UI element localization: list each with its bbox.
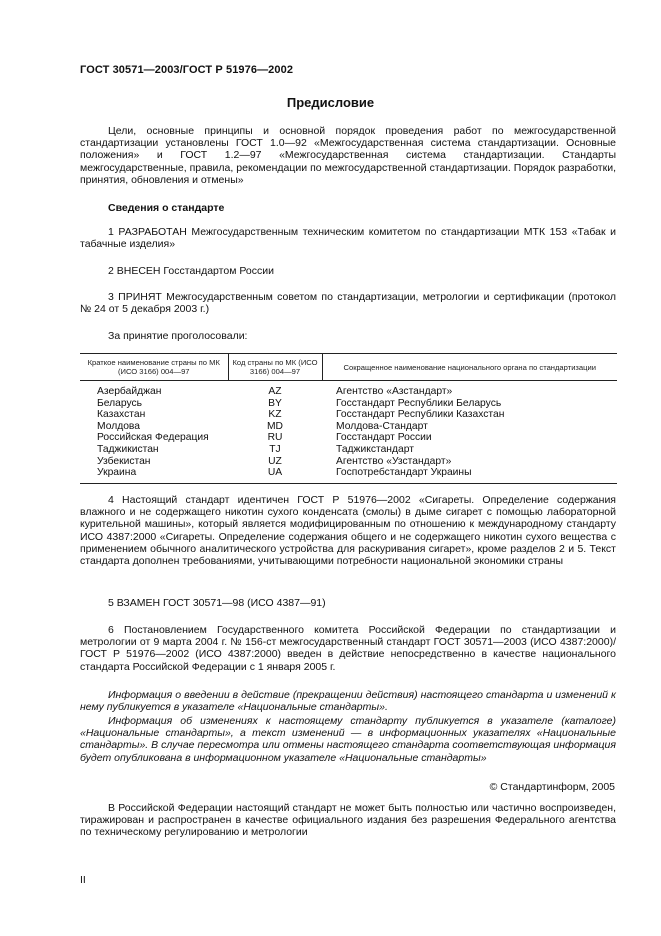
code-cell: AZ [268,386,282,397]
page-number: II [80,874,86,886]
country-cell: Молдова [97,420,141,432]
table-row [80,398,617,410]
copyright: © Стандартинформ, 2005 [489,781,615,793]
table-header-country: Краткое наименование страны по МК (ИСО 3166) 004—97 [80,354,228,381]
item-4-paragraph: 4 Настоящий стандарт идентичен ГОСТ Р 51976—2002 «Сигареты. Определение содержания влажного и не содержащего никотин сухого конденсата (смолы) в дыме сигарет с помощью лабораторной курительной машины», который является модифицированным по отношению к международному стандарту ИСО 4387:2000 «Сигареты. Определение содержания общего и не содержащего никотин сухого вещества с применением обычного аналитического устройства для раскуривания сигарет», кроме разделов 2 и 5. Текст стандарта дополнен требованиями, учитывающими потребности национальной экономики страны [80,494,616,568]
code-cell: UA [228,467,322,483]
table-row [80,456,617,468]
body-cell: Госстандарт России [336,432,432,444]
code-cell: BY [268,397,282,409]
info-changes-paragraph: Информация об изменениях к настоящему стандарту публикуется в указателе (каталоге) «Национальные стандарты», а текст изменений — в информационных указателях «Национальные стандарты». В случае пересмотра или отмены настоящего стандарта соответствующая информация будет опубликована в информационном указателе «Национальные стандарты» [80,715,616,764]
country-cell: Узбекистан [97,455,151,467]
table-row [80,432,617,444]
country-cell: Беларусь [97,397,143,409]
document-header: ГОСТ 30571—2003/ГОСТ Р 51976—2002 [80,64,294,76]
table-row [80,421,617,433]
body-cell: Агентство «Азстандарт» [336,386,453,397]
country-cell: Казахстан [97,409,146,421]
table-row [80,467,617,483]
body-cell: Молдова-Стандарт [336,420,428,432]
page-title: Предисловие [286,95,375,110]
table-row [80,381,617,398]
info-publication-paragraph: Информация о введении в действие (прекращении действия) настоящего стандарта и изменений к нему публикуется в указателе «Национальные стандарты». [80,689,616,714]
subheading: Сведения о стандарте [108,202,225,214]
country-cell: Российская Федерация [97,432,209,444]
body-cell: Госпотребстандарт Украины [322,467,617,483]
body-cell: Таджикстандарт [336,443,414,455]
body-cell: Агентство «Узстандарт» [336,455,452,467]
code-cell: RU [267,432,283,444]
item-5-paragraph: 5 ВЗАМЕН ГОСТ 30571—98 (ИСО 4387—91) [108,597,326,609]
item-1-paragraph: 1 РАЗРАБОТАН Межгосударственным техническим комитетом по стандартизации МТК 153 «Табак и табачные изделия» [80,226,616,251]
voting-table [80,353,617,484]
item-3-paragraph: 3 ПРИНЯТ Межгосударственным советом по стандартизации, метрологии и сертификации (протокол № 24 от 5 декабря 2003 г.) [80,291,616,316]
reproduction-notice: В Российской Федерации настоящий стандарт не может быть полностью или частично воспроизведен, тиражирован и распространен в качестве официального издания без разрешения Федерального агентства по техническому регулированию и метрологии [80,802,616,839]
item-6-paragraph: 6 Постановлением Государственного комитета Российской Федерации по стандартизации и метрологии от 9 марта 2004 г. № 156-ст межгосударственный стандарт ГОСТ 30571—2003 (ИСО 4387:2000)/ ГОСТ Р 51976—2002 (ИСО 4387:2000) введен в действие непосредственно в качестве национального стандарта Российской Федерации с 1 января 2005 г. [80,624,616,673]
table-row [80,444,617,456]
item-2-paragraph: 2 ВНЕСЕН Госстандартом России [108,265,274,277]
body-cell: Госстандарт Республики Беларусь [336,397,502,409]
voting-intro: За принятие проголосовали: [108,330,248,342]
table-header-body: Сокращенное наименование национального органа по стандартизации [322,354,617,381]
body-cell: Госстандарт Республики Казахстан [336,409,505,421]
table-header-row [80,354,617,381]
code-cell: TJ [269,443,281,455]
code-cell: KZ [268,409,282,421]
intro-paragraph: Цели, основные принципы и основной порядок проведения работ по межгосударственной стандартизации установлены ГОСТ 1.0—92 «Межгосударственная система стандартизации. Основные положения» и ГОСТ 1.2—97 «Межгосударственная система стандартизации. Стандарты межгосударственные, правила, рекомендации по межгосударственной стандартизации. Порядок разработки, принятия, обновления и отмены» [80,125,616,186]
country-cell: Азербайджан [97,386,162,397]
table-row [80,409,617,421]
country-cell: Таджикистан [97,443,159,455]
code-cell: UZ [268,455,282,467]
table-header-code: Код страны по МК (ИСО 3166) 004—97 [228,354,322,381]
country-cell: Украина [80,467,228,483]
code-cell: MD [266,420,283,432]
